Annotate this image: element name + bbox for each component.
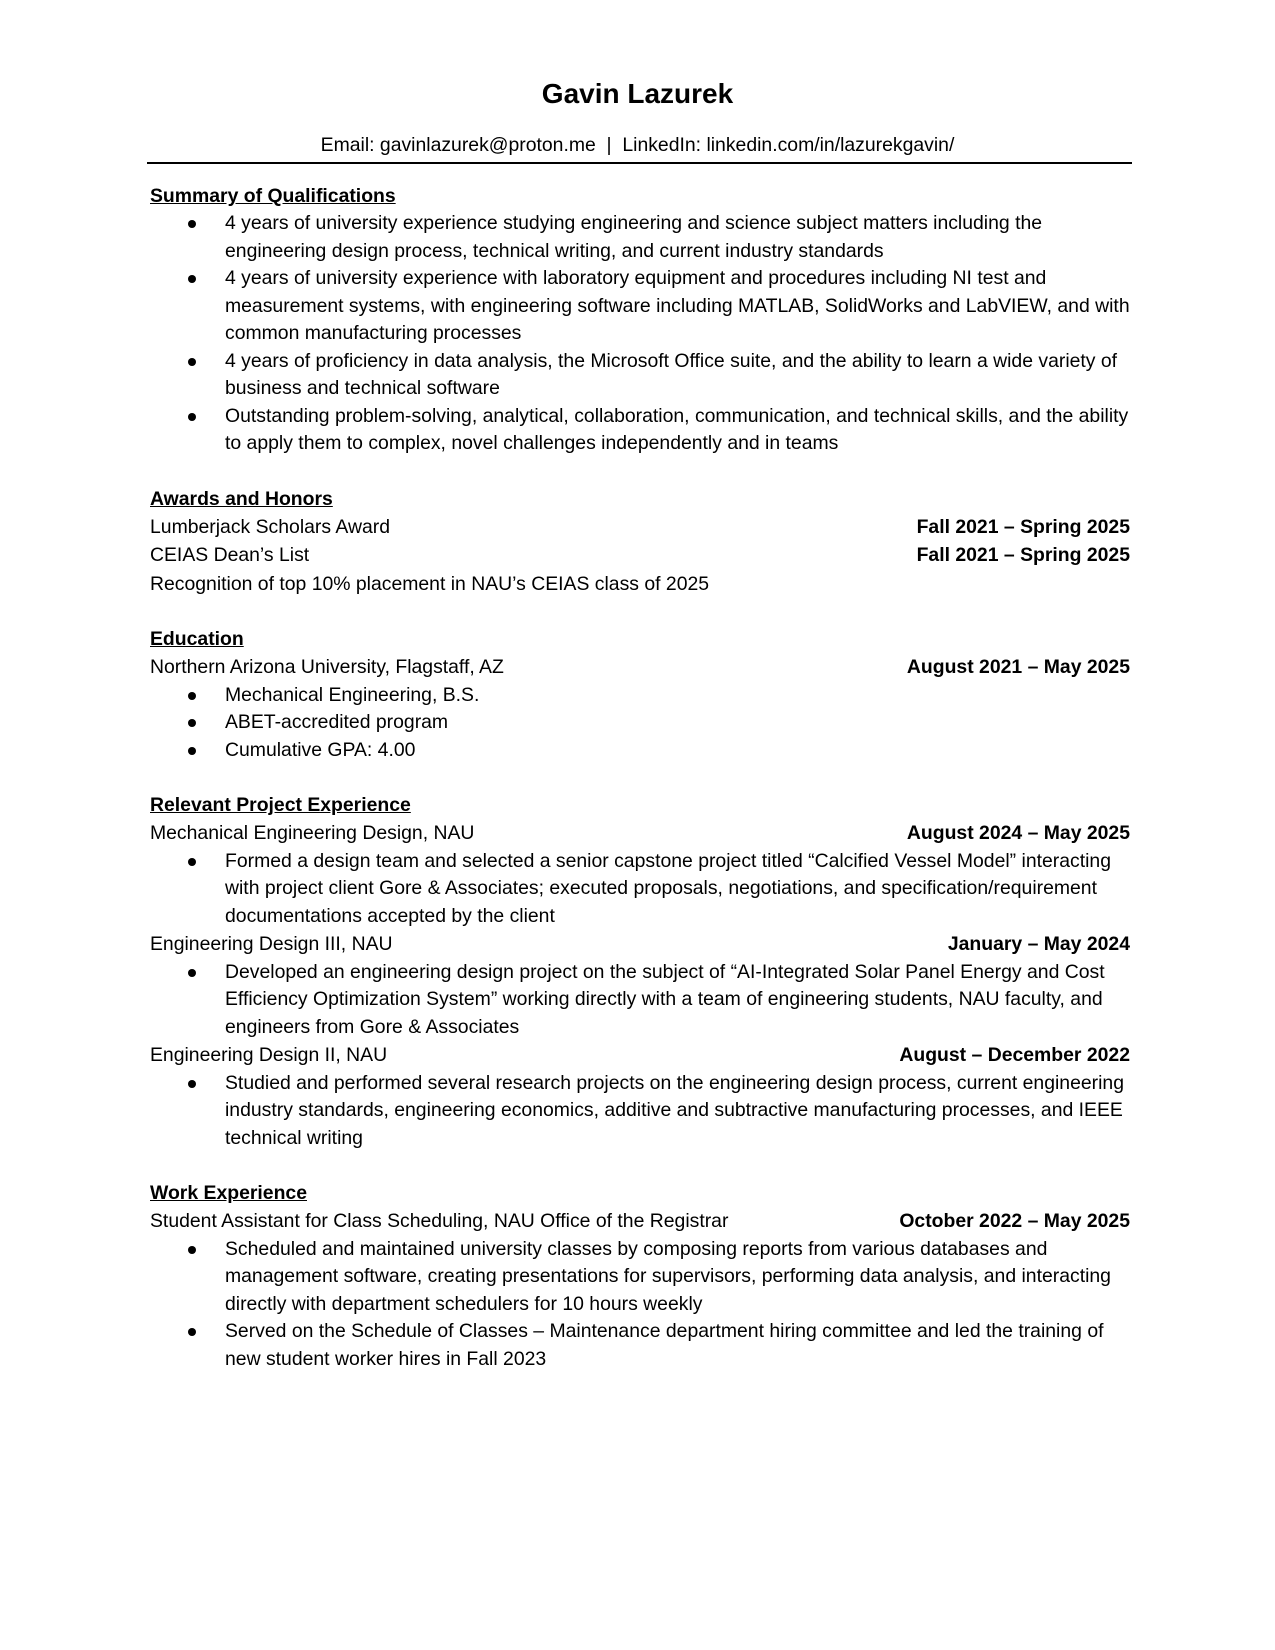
project-row [150,1041,1130,1070]
summary-heading: Summary of Qualifications [150,185,396,207]
bullet-text: 4 years of proficiency in data analysis, the Microsoft Office suite, and the ability to learn a wide variety of business and technical software [225,349,1118,399]
resume-content [150,182,1130,1400]
education-section [150,625,1130,764]
project-date: August 2024 – May 2025 [906,822,1130,844]
bullet-text: Developed an engineering design project on the subject of “AI-Integrated Solar Panel Energy and Cost Efficiency Optimization System” working directly with a team of engineering students, NAU faculty, and engineers from Gore & Associates [225,960,1105,1038]
list-item [150,1318,1130,1373]
project-list [150,848,1130,931]
bullet-icon [188,692,196,700]
award-note: Recognition of top 10% placement in NAU’s CEIAS class of 2025 [150,572,710,595]
list-item [150,403,1130,458]
bullet-text: Scheduled and maintained university classes by composing reports from various databases and management software, creating presentations for supervisors, performing data analysis, and interacting directly with department schedulers for 10 hours weekly [225,1237,1111,1315]
bullet-text: Cumulative GPA: 4.00 [225,738,416,761]
bullet-icon [188,220,196,228]
list-item [150,959,1130,1042]
bullet-icon [188,969,196,977]
summary-list [150,210,1130,458]
award-row [150,513,1130,542]
education-date: August 2021 – May 2025 [906,656,1130,678]
bullet-text: Mechanical Engineering, B.S. [225,683,480,706]
bullet-text: Formed a design team and selected a senior capstone project titled “Calcified Vessel Model” interacting with project client Gore & Associates; executed proposals, negotiations, and specification/requirement documentations accepted by the client [225,849,1111,927]
project-date: January – May 2024 [947,933,1130,955]
bullet-icon [188,1080,196,1088]
awards-heading: Awards and Honors [150,487,333,510]
awards-section [150,485,1130,599]
award-date: Fall 2021 – Spring 2025 [916,515,1130,538]
bullet-icon [188,1246,196,1254]
bullet-text: Outstanding problem-solving, analytical, collaboration, communication, and technical skills, and the ability to apply them to complex, novel challenges independently and in teams [225,404,1129,454]
bullet-icon [188,1328,196,1336]
education-list [150,682,1130,765]
list-item [150,709,1130,737]
project-list [150,959,1130,1042]
candidate-name: Gavin Lazurek [541,78,734,109]
bullet-text: ABET-accredited program [225,711,449,733]
list-item [150,737,1130,765]
education-heading: Education [150,628,244,650]
work-section [150,1179,1130,1373]
award-name: CEIAS Dean’s List [150,544,310,566]
project-list [150,1070,1130,1153]
project-row [150,819,1130,848]
bullet-text: 4 years of university experience with laboratory equipment and procedures including NI test and measurement systems, with engineering software including MATLAB, SolidWorks and LabVIEW, and with common manufacturing processes [225,267,1130,344]
award-row [150,541,1130,570]
project-row [150,930,1130,959]
work-heading: Work Experience [150,1182,307,1204]
bullet-icon [188,358,196,366]
award-date: Fall 2021 – Spring 2025 [916,544,1130,566]
list-item [150,1236,1130,1319]
bullet-text: Served on the Schedule of Classes – Maintenance department hiring committee and led the training of new student worker hires in Fall 2023 [225,1320,1104,1370]
projects-section [150,791,1130,1152]
header-divider [147,162,1132,164]
project-name: Mechanical Engineering Design, NAU [150,822,475,844]
list-item [150,210,1130,265]
bullet-icon [188,275,196,283]
project-date: August – December 2022 [899,1044,1130,1066]
list-item [150,265,1130,348]
work-row [150,1207,1130,1236]
work-list [150,1236,1130,1374]
bullet-icon [188,719,196,727]
education-row [150,653,1130,682]
list-item [150,348,1130,403]
award-name: Lumberjack Scholars Award [150,515,390,538]
work-date: October 2022 – May 2025 [899,1210,1130,1232]
project-name: Engineering Design III, NAU [150,933,393,955]
list-item [150,682,1130,710]
school-name: Northern Arizona University, Flagstaff, AZ [150,656,504,678]
bullet-text: Studied and performed several research projects on the engineering design process, current engineering industry standards, engineering economics, additive and subtractive manufacturing processes, and IEEE technical writing [225,1071,1124,1149]
summary-section [150,182,1130,458]
list-item [150,1070,1130,1153]
work-title: Student Assistant for Class Scheduling, NAU Office of the Registrar [150,1210,729,1232]
bullet-icon [188,413,196,421]
bullet-icon [188,747,196,755]
bullet-icon [188,858,196,866]
contact-line: Email: gavinlazurek@proton.me | LinkedIn: linkedin.com/in/lazurekgavin/ [320,134,955,156]
projects-heading: Relevant Project Experience [150,794,411,816]
bullet-text: 4 years of university experience studying engineering and science subject matters including the engineering design process, technical writing, and current industry standards [225,212,1043,262]
project-name: Engineering Design II, NAU [150,1044,388,1066]
list-item [150,848,1130,931]
